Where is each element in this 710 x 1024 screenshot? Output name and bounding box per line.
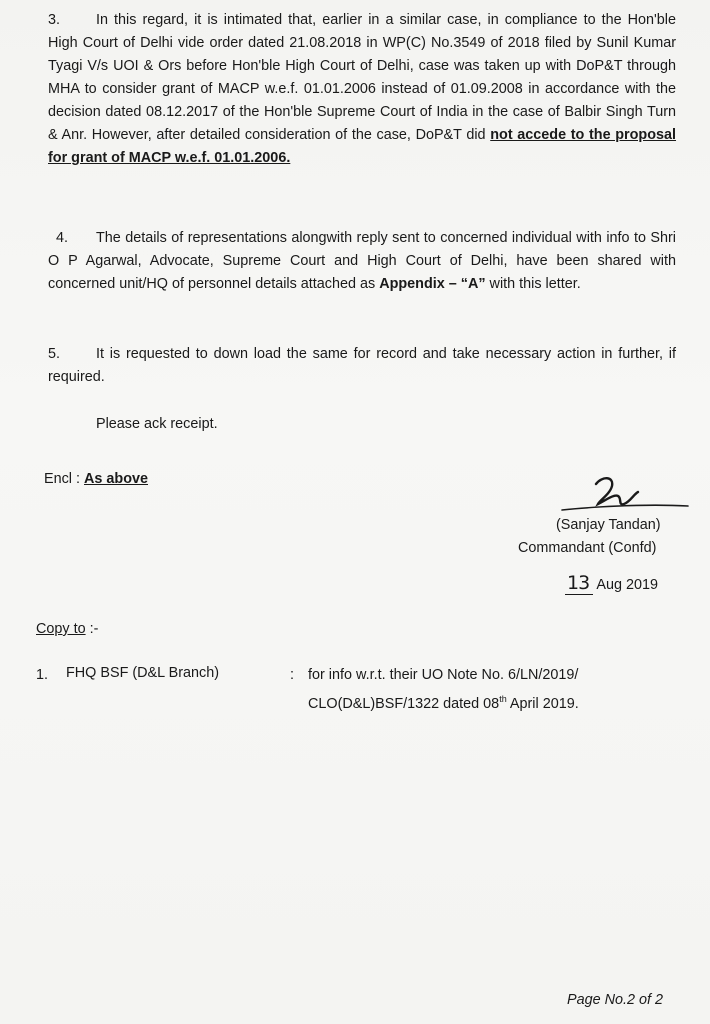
appendix-reference: Appendix – “A”: [379, 276, 486, 292]
ack-line: Please ack receipt.: [96, 416, 218, 432]
copy-item-sup: th: [499, 694, 507, 704]
copy-item-ref: CLO(D&L)BSF/1322 dated 08: [308, 695, 500, 712]
copy-item-date-end: April 2019.: [506, 695, 579, 712]
paragraph-text: In this regard, it is intimated that, earlier in a similar case, in compliance to the Hon'ble High Court of Delhi vide order dated 21.08.2018 in WP(C) No.3549 of 2018 filed by Sunil Kumar Tyagi V/s UOI & Ors before Hon'ble High Court of Delhi, case was taken up with DoP&T through MHA to consider grant of MACP w.e.f. 01.01.2006 instead of 01.09.2008 in accordance with the decision dated 08.12.2017 of the Hon'ble Supreme Court of India in the case of Balbir Singh Turn & Anr. However, after detailed consideration of the case, DoP&T did: [48, 12, 676, 143]
copy-item-number: 1.: [36, 667, 49, 683]
copy-item-line1: for info w.r.t. their UO Note No. 6/LN/2019/: [308, 667, 579, 683]
paragraph-text: The details of representations alongwith reply sent to concerned individual with info to Shri O P Agarwal, Advocate, Supreme Court and High Court of Delhi, have been shared with concerned unit/HQ of personnel details attached as: [48, 230, 676, 292]
paragraph-3: [48, 9, 676, 170]
paragraph-number: 3.: [48, 12, 61, 28]
copy-to-heading: [36, 619, 98, 639]
paragraph-emphasis: not accede to the proposal for grant of MACP w.e.f. 01.01.2006.: [48, 127, 677, 166]
signatory-name: (Sanjay Tandan): [556, 517, 661, 533]
paragraph-text: It is requested to down load the same for record and take necessary action in further, if required.: [48, 346, 676, 385]
copy-item-separator: :: [290, 667, 294, 683]
paragraph-number: 4.: [56, 230, 69, 246]
paragraph-text-end: with this letter.: [485, 276, 581, 292]
signature-mark: [560, 470, 690, 518]
signatory-designation: Commandant (Confd): [518, 540, 657, 556]
enclosure-label: Encl :: [44, 471, 84, 487]
copy-to-suffix: :-: [85, 621, 99, 637]
paragraph-5: [48, 343, 676, 389]
date-month-year: Aug 2019: [596, 577, 659, 593]
enclosure-value: As above: [84, 471, 148, 487]
copy-to-label: Copy to: [36, 621, 86, 637]
page-number: Page No.2 of 2: [567, 992, 664, 1008]
letter-date: [565, 572, 658, 595]
date-day: 13: [565, 572, 593, 595]
enclosure-line: [44, 469, 148, 489]
paragraph-number: 5.: [48, 346, 61, 362]
paragraph-4: [48, 227, 676, 296]
copy-item-recipient: FHQ BSF (D&L Branch): [66, 665, 219, 681]
copy-item-line2: [308, 689, 579, 714]
